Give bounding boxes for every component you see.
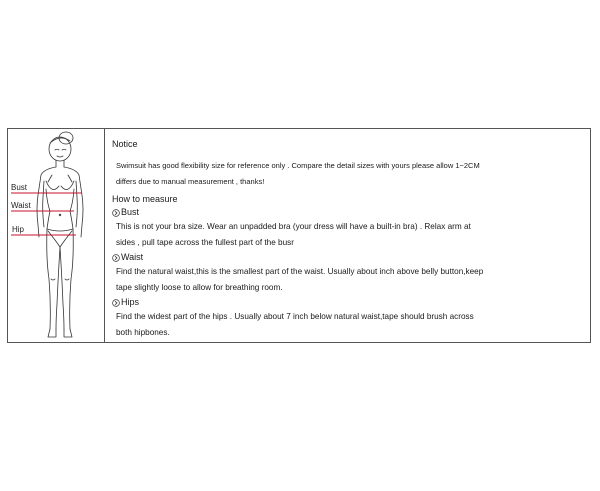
waist-label: Waist	[11, 201, 31, 210]
bust-line-2: sides , pull tape across the fullest part of the busr	[116, 238, 294, 247]
waist-heading	[112, 251, 582, 264]
bust-section	[112, 206, 582, 251]
body-figure-illustration	[8, 129, 104, 344]
hips-line-1: Find the widest part of the hips . Usually about 7 inch below natural waist,tape should brush across	[116, 312, 474, 321]
circle-arrow-icon	[112, 254, 120, 262]
waist-line-2: tape slightly loose to allow for breathing room.	[116, 283, 283, 292]
bust-label: Bust	[11, 183, 28, 192]
hips-heading	[112, 296, 582, 309]
measurement-instructions	[112, 137, 582, 341]
hip-label: Hip	[12, 225, 25, 234]
notice-title: Notice	[112, 139, 138, 149]
notice-line-1: Swimsuit has good flexibility size for reference only . Compare the detail sizes with yours please allow 1~2CM	[116, 161, 480, 170]
hips-heading-label: Hips	[121, 297, 140, 307]
how-to-measure-title: How to measure	[112, 194, 178, 204]
circle-arrow-icon	[112, 299, 120, 307]
hips-line-2: both hipbones.	[116, 328, 170, 337]
size-guide-box	[7, 128, 591, 343]
body-figure-panel	[8, 129, 105, 342]
notice-line-2: differs due to manual measurement , thanks!	[116, 177, 265, 186]
bust-line-1: This is not your bra size. Wear an unpadded bra (your dress will have a built-in bra) . Relax arm at	[116, 222, 471, 231]
waist-heading-label: Waist	[121, 252, 144, 262]
bust-heading	[112, 206, 582, 219]
waist-section	[112, 251, 582, 296]
bust-heading-label: Bust	[121, 207, 140, 217]
circle-arrow-icon	[112, 209, 120, 217]
hips-section	[112, 296, 582, 341]
waist-line-1: Find the natural waist,this is the smallest part of the waist. Usually about inch above belly button,keep	[116, 267, 484, 276]
